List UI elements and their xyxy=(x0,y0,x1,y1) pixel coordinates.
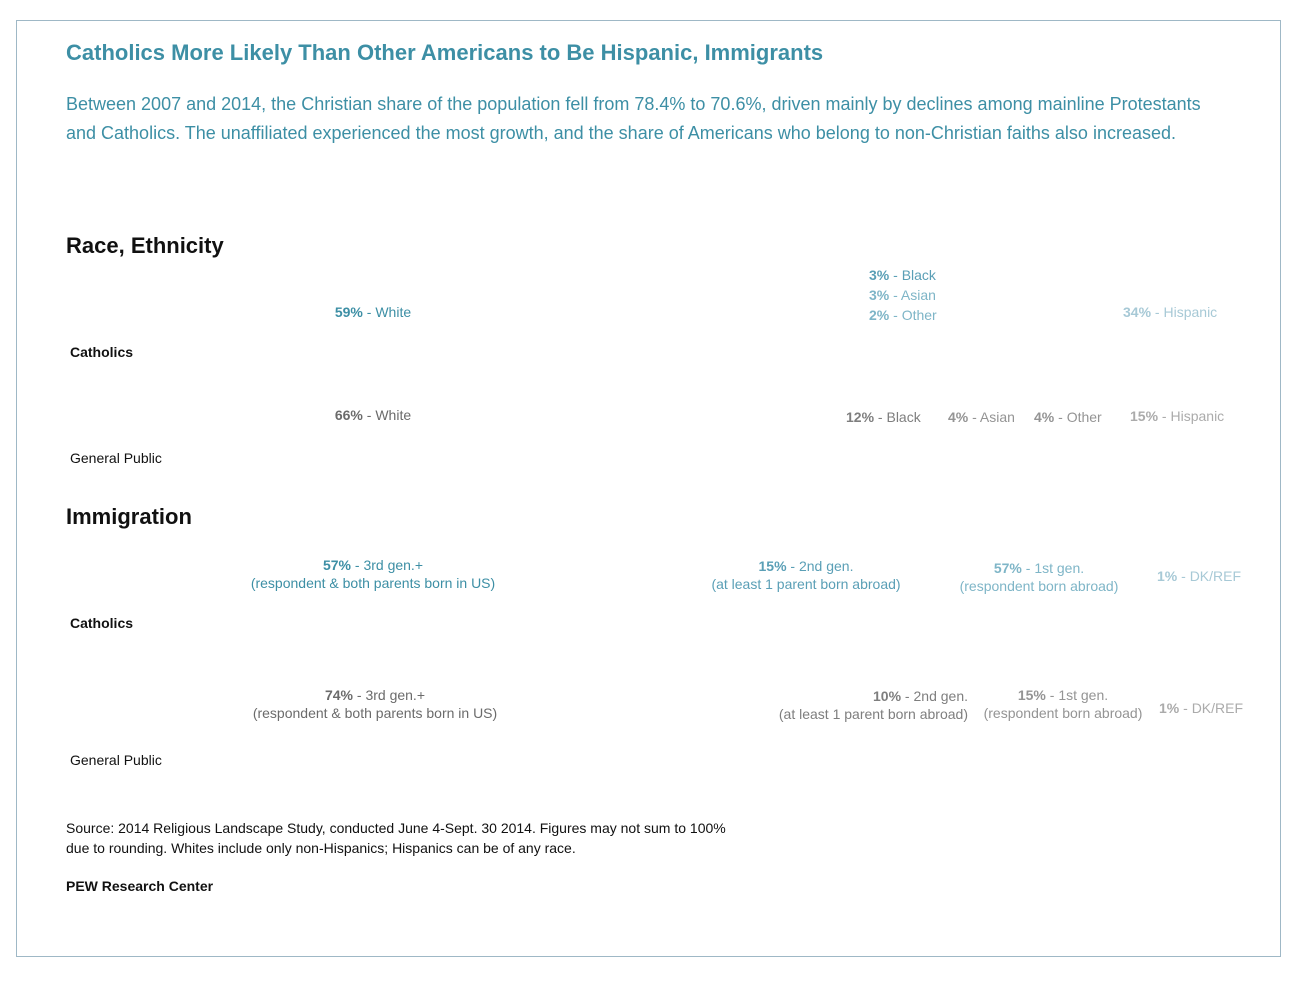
row-label-gp-immigration: General Public xyxy=(70,752,162,768)
value-gp-black: 12% xyxy=(846,409,875,425)
value-gp-2nd-gen: 10% xyxy=(873,688,902,704)
chart-title: Catholics More Likely Than Other Americans to Be Hispanic, Immigrants xyxy=(66,40,824,65)
value-catholics-black: 3% xyxy=(869,267,890,283)
series-note-3rd-gen: (respondent & both parents born in US) xyxy=(250,575,496,591)
label-catholics-dk-ref: 1% - DK/REF xyxy=(1157,568,1242,584)
series-name-white: White xyxy=(375,407,412,423)
series-name-black: Black xyxy=(886,409,921,425)
series-name-asian: Asian xyxy=(900,287,936,303)
series-name-1st-gen: 1st gen. xyxy=(1034,560,1085,576)
label-catholics-hispanic: 34% - Hispanic xyxy=(1123,304,1218,320)
label-catholics-asian: 3% - Asian xyxy=(869,287,936,303)
chart-frame xyxy=(16,20,1281,957)
value-catholics-hispanic: 34% xyxy=(1123,304,1152,320)
series-note-2nd-gen: (at least 1 parent born abroad) xyxy=(711,576,901,592)
row-label-catholics-immigration: Catholics xyxy=(70,615,134,631)
value-gp-1st-gen: 15% xyxy=(1017,687,1046,703)
value-gp-white: 66% xyxy=(334,407,363,423)
source-note: Source: 2014 Religious Landscape Study, conducted June 4-Sept. 30 2014. Figures may not sum to 100% due to rounding. Whites include only non-Hispanics; Hispanics can be of any race. xyxy=(66,820,726,856)
label-catholics-white: 59% - White xyxy=(334,304,412,320)
value-catholics-other: 2% xyxy=(869,307,890,323)
series-name-3rd-gen: 3rd gen.+ xyxy=(365,687,426,703)
label-gp-white: 66% - White xyxy=(334,407,412,423)
chart-subtitle: Between 2007 and 2014, the Christian share of the population fell from 78.4% to 70.6%, driven mainly by declines among mainline Protestants and Catholics. The unaffiliated experienced the most growth, and the share of Americans who belong to non-Christian faiths also increased. xyxy=(66,94,1201,143)
value-gp-dk-ref: 1% xyxy=(1159,700,1180,716)
series-name-3rd-gen: 3rd gen.+ xyxy=(363,557,424,573)
label-gp-asian: 4% - Asian xyxy=(948,409,1015,425)
value-catholics-1st-gen: 57% xyxy=(993,560,1022,576)
series-name-2nd-gen: 2nd gen. xyxy=(913,688,968,704)
label-gp-1st-gen: 15% - 1st gen. (respondent born abroad) xyxy=(983,687,1143,721)
row-label-gp-race: General Public xyxy=(70,450,162,466)
series-note-2nd-gen: (at least 1 parent born abroad) xyxy=(778,706,968,722)
label-gp-hispanic: 15% - Hispanic xyxy=(1130,408,1225,424)
series-name-white: White xyxy=(375,304,412,320)
series-name-dk-ref: DK/REF xyxy=(1191,700,1244,716)
label-catholics-3rd-gen: 57% - 3rd gen.+ (respondent & both parents born in US) xyxy=(250,557,496,591)
label-gp-2nd-gen: 10% - 2nd gen. (at least 1 parent born abroad) xyxy=(766,687,968,723)
label-catholics-other: 2% - Other xyxy=(869,307,937,323)
series-name-1st-gen: 1st gen. xyxy=(1058,687,1109,703)
label-catholics-1st-gen: 57% - 1st gen. (respondent born abroad) xyxy=(959,560,1119,594)
label-catholics-2nd-gen: 15% - 2nd gen. (at least 1 parent born abroad) xyxy=(711,558,901,592)
series-note-1st-gen: (respondent born abroad) xyxy=(983,705,1143,721)
value-catholics-3rd-gen: 57% xyxy=(322,557,351,573)
value-gp-other: 4% xyxy=(1034,409,1055,425)
series-name-asian: Asian xyxy=(979,409,1015,425)
value-gp-hispanic: 15% xyxy=(1130,408,1159,424)
series-name-dk-ref: DK/REF xyxy=(1189,568,1242,584)
row-label-catholics-race: Catholics xyxy=(70,344,134,360)
series-note-1st-gen: (respondent born abroad) xyxy=(959,578,1119,594)
section-title-race: Race, Ethnicity xyxy=(66,233,224,258)
section-title-immigration: Immigration xyxy=(66,504,192,529)
value-catholics-2nd-gen: 15% xyxy=(758,558,787,574)
value-catholics-white: 59% xyxy=(334,304,363,320)
series-note-3rd-gen: (respondent & both parents born in US) xyxy=(252,705,498,721)
series-name-other: Other xyxy=(1066,409,1102,425)
label-gp-dk-ref: 1% - DK/REF xyxy=(1159,700,1244,716)
series-name-hispanic: Hispanic xyxy=(1163,304,1218,320)
value-catholics-dk-ref: 1% xyxy=(1157,568,1178,584)
value-catholics-asian: 3% xyxy=(869,287,890,303)
label-gp-black: 12% - Black xyxy=(846,409,921,425)
label-catholics-black: 3% - Black xyxy=(869,267,936,283)
brand-logo-text: PEW Research Center xyxy=(66,878,214,894)
series-name-2nd-gen: 2nd gen. xyxy=(798,558,854,574)
series-name-other: Other xyxy=(901,307,937,323)
label-gp-3rd-gen: 74% - 3rd gen.+ (respondent & both parents born in US) xyxy=(252,687,498,721)
series-name-hispanic: Hispanic xyxy=(1170,408,1225,424)
label-gp-other: 4% - Other xyxy=(1034,409,1102,425)
value-gp-asian: 4% xyxy=(948,409,969,425)
series-name-black: Black xyxy=(901,267,936,283)
value-gp-3rd-gen: 74% xyxy=(324,687,353,703)
